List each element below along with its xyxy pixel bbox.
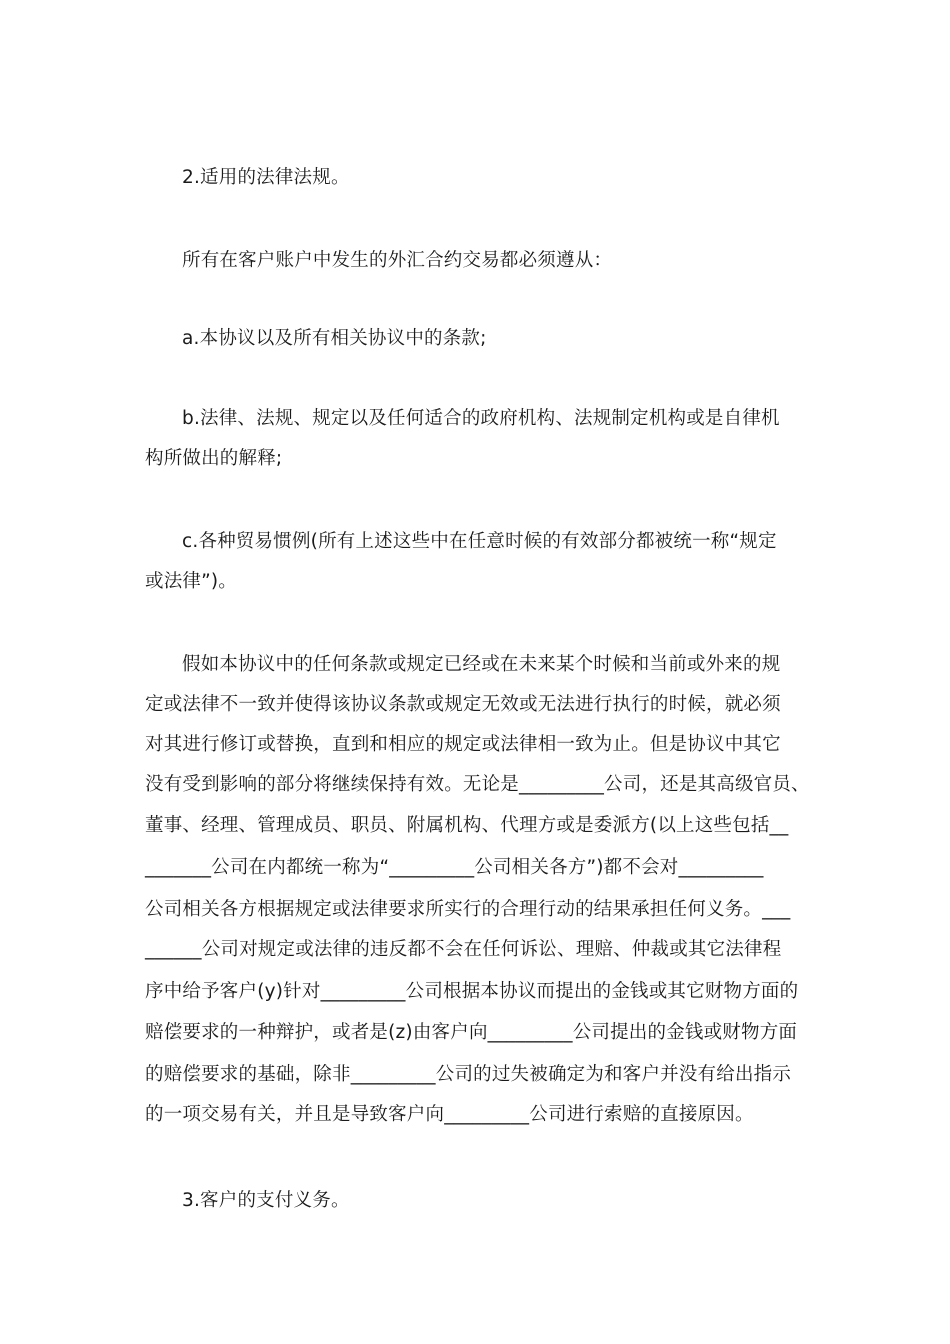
section-heading-2: 2.适用的法律法规。 — [182, 167, 350, 188]
paragraph-body-line-8: ______公司对规定或法律的违反都不会在任何诉讼、理赔、仲裁或其它法律程 — [145, 939, 782, 960]
paragraph-body-line-7: 公司相关各方根据规定或法律要求所实行的合理行动的结果承担任何义务。___ — [145, 899, 791, 920]
paragraph-body-line-12: 的一项交易有关，并且是导致客户向_________公司进行索赔的直接原因。 — [145, 1104, 754, 1125]
paragraph-body-line-6: _______公司在内都统一称为“_________公司相关各方”)都不会对_________ — [145, 857, 764, 878]
list-item-b-line-2: 构所做出的解释; — [145, 448, 283, 469]
list-item-b-line-1: b.法律、法规、规定以及任何适合的政府机构、法规制定机构或是自律机 — [182, 408, 780, 429]
list-item-c-line-1: c.各种贸易惯例(所有上述这些中在任意时候的有效部分都被统一称“规定 — [182, 531, 777, 552]
paragraph-intro: 所有在客户账户中发生的外汇合约交易都必须遵从： — [182, 250, 613, 271]
paragraph-body-line-1: 假如本协议中的任何条款或规定已经或在未来某个时候和当前或外来的规 — [182, 654, 781, 675]
list-item-a: a.本协议以及所有相关协议中的条款; — [182, 328, 487, 349]
section-heading-3: 3.客户的支付义务。 — [182, 1190, 350, 1211]
list-item-c-line-2: 或法律”)。 — [145, 571, 238, 592]
paragraph-body-line-2: 定或法律不一致并使得该协议条款或规定无效或无法进行执行的时候，就必须 — [145, 694, 781, 715]
paragraph-body-line-10: 赔偿要求的一种辩护，或者是(z)由客户向_________公司提出的金钱或财物方面 — [145, 1022, 798, 1043]
paragraph-body-line-5: 董事、经理、管理成员、职员、附属机构、代理方或是委派方(以上这些包括__ — [145, 815, 789, 836]
paragraph-body-line-9: 序中给予客户(y)针对_________公司根据本协议而提出的金钱或其它财物方面的 — [145, 981, 799, 1002]
paragraph-body-line-3: 对其进行修订或替换，直到和相应的规定或法律相一致为止。但是协议中其它 — [145, 734, 781, 755]
paragraph-body-line-4: 没有受到影响的部分将继续保持有效。无论是_________公司，还是其高级官员、 — [145, 774, 810, 795]
paragraph-body-line-11: 的赔偿要求的基础，除非_________公司的过失被确定为和客户并没有给出指示 — [145, 1064, 792, 1085]
